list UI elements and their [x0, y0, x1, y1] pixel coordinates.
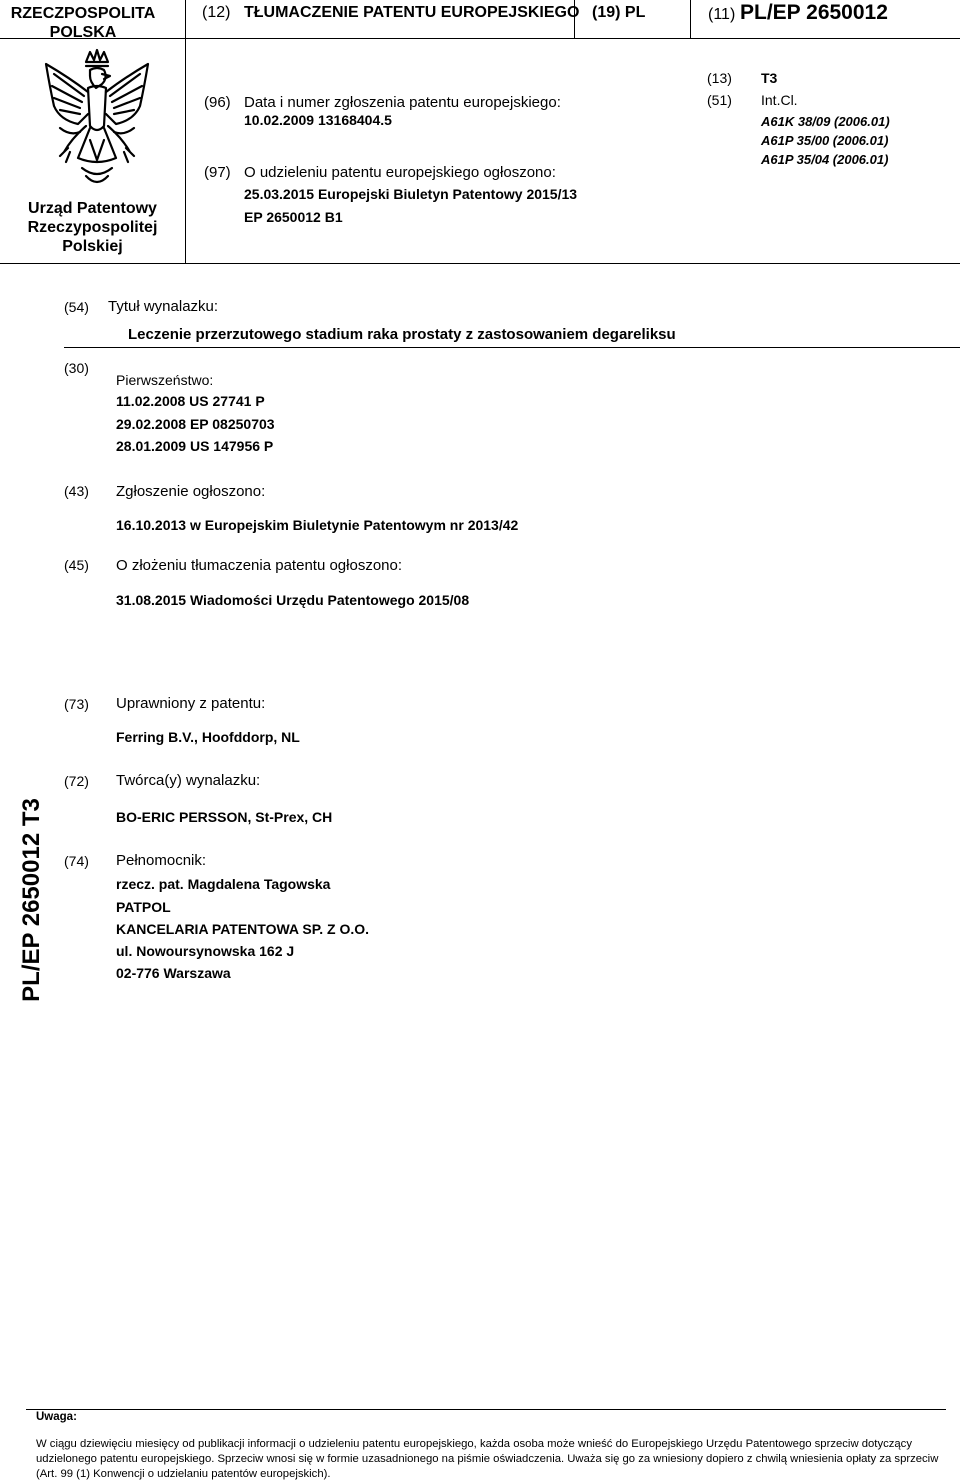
code-96: (96) [204, 94, 231, 111]
code-54: (54) [64, 299, 89, 315]
invention-title: Leczenie przerzutowego stadium raka prostaty z zastosowaniem degareliksu [128, 326, 676, 343]
priority-label: Pierwszeństwo: [116, 372, 214, 388]
title-label: Tytuł wynalazku: [108, 298, 219, 315]
attorney-line: 02-776 Warszawa [116, 965, 231, 981]
document-type: TŁUMACZENIE PATENTU EUROPEJSKIEGO [244, 4, 580, 21]
header-rule [0, 38, 960, 39]
attorney-line: ul. Nowoursynowska 162 J [116, 943, 295, 959]
proprietor-label: Uprawniony z patentu: [116, 695, 266, 712]
filing-value: 10.02.2009 13168404.5 [244, 112, 392, 128]
code-43: (43) [64, 483, 89, 499]
code-45: (45) [64, 557, 89, 573]
code-13: (13) [707, 70, 732, 86]
intcl-label: Int.Cl. [761, 92, 798, 108]
code-97: (97) [204, 164, 231, 181]
application-publication-label: Zgłoszenie ogłoszono: [116, 483, 266, 500]
proprietor-value: Ferring B.V., Hoofddorp, NL [116, 729, 300, 745]
attorney-line: rzecz. pat. Magdalena Tagowska [116, 876, 331, 892]
note-label: Uwaga: [36, 1411, 77, 1423]
eagle-emblem-icon [40, 48, 154, 194]
attorney-line: PATPOL [116, 899, 171, 915]
priority-item: 28.01.2009 US 147956 P [116, 438, 274, 454]
inventor-label: Twórca(y) wynalazku: [116, 772, 261, 789]
grant-ep-number: EP 2650012 B1 [244, 209, 343, 225]
filing-label: Data i numer zgłoszenia patentu europejskiego: [244, 94, 561, 111]
inventor-value: BO-ERIC PERSSON, St-Prex, CH [116, 809, 333, 825]
note-text: W ciągu dziewięciu miesięcy od publikacji informacji o udzieleniu patentu europejskiego, każda osoba może wnieść do Europejskiego Urzędu Patentowego sprzeciw dotyczący udzielonego patentu europejskiego. Sprzeciw wnosi się w formie uzasadnionego na piśmie oświadczenia. Uważa się go za wniesiony dopiero z chwilą wniesienia opłaty za sprzeciw (Art. 99 (1) Konwencji o udzielaniu patentów europejskich). [36, 1438, 939, 1480]
grant-value: 25.03.2015 Europejski Biuletyn Patentowy 2015/13 [244, 186, 578, 202]
grant-label: O udzieleniu patentu europejskiego ogłoszono: [244, 164, 556, 181]
code-19-country: (19) PL [592, 4, 646, 21]
attorney-label: Pełnomocnik: [116, 852, 207, 869]
code-11: (11) [708, 6, 736, 23]
note-rule [26, 1409, 946, 1410]
intcl-item: A61P 35/00 (2006.01) [761, 133, 889, 148]
kind-code: T3 [761, 70, 778, 86]
country-name: RZECZPOSPOLITA POLSKA [10, 5, 156, 41]
side-patent-label: PL/EP 2650012 T3 [18, 798, 45, 1002]
code-30: (30) [64, 360, 89, 376]
header-divider-2 [574, 0, 575, 38]
code-74: (74) [64, 853, 89, 869]
bibliographic-rule [0, 263, 960, 264]
translation-publication-label: O złożeniu tłumaczenia patentu ogłoszono: [116, 557, 403, 574]
code-12: (12) [202, 4, 231, 21]
intcl-item: A61K 38/09 (2006.01) [761, 114, 890, 129]
office-name: Urząd Patentowy Rzeczypospolitej Polskiej [27, 200, 158, 255]
header-divider-3 [690, 0, 691, 38]
priority-item: 11.02.2008 US 27741 P [116, 393, 265, 409]
code-51: (51) [707, 92, 732, 108]
header-divider-1 [185, 0, 186, 263]
priority-item: 29.02.2008 EP 08250703 [116, 416, 275, 432]
title-rule [64, 347, 960, 348]
patent-number: PL/EP 2650012 [740, 1, 888, 24]
code-73: (73) [64, 696, 89, 712]
code-72: (72) [64, 773, 89, 789]
attorney-line: KANCELARIA PATENTOWA SP. Z O.O. [116, 921, 370, 937]
application-publication-value: 16.10.2013 w Europejskim Biuletynie Patentowym nr 2013/42 [116, 517, 519, 533]
intcl-item: A61P 35/04 (2006.01) [761, 152, 889, 167]
translation-publication-value: 31.08.2015 Wiadomości Urzędu Patentowego 2015/08 [116, 592, 470, 608]
